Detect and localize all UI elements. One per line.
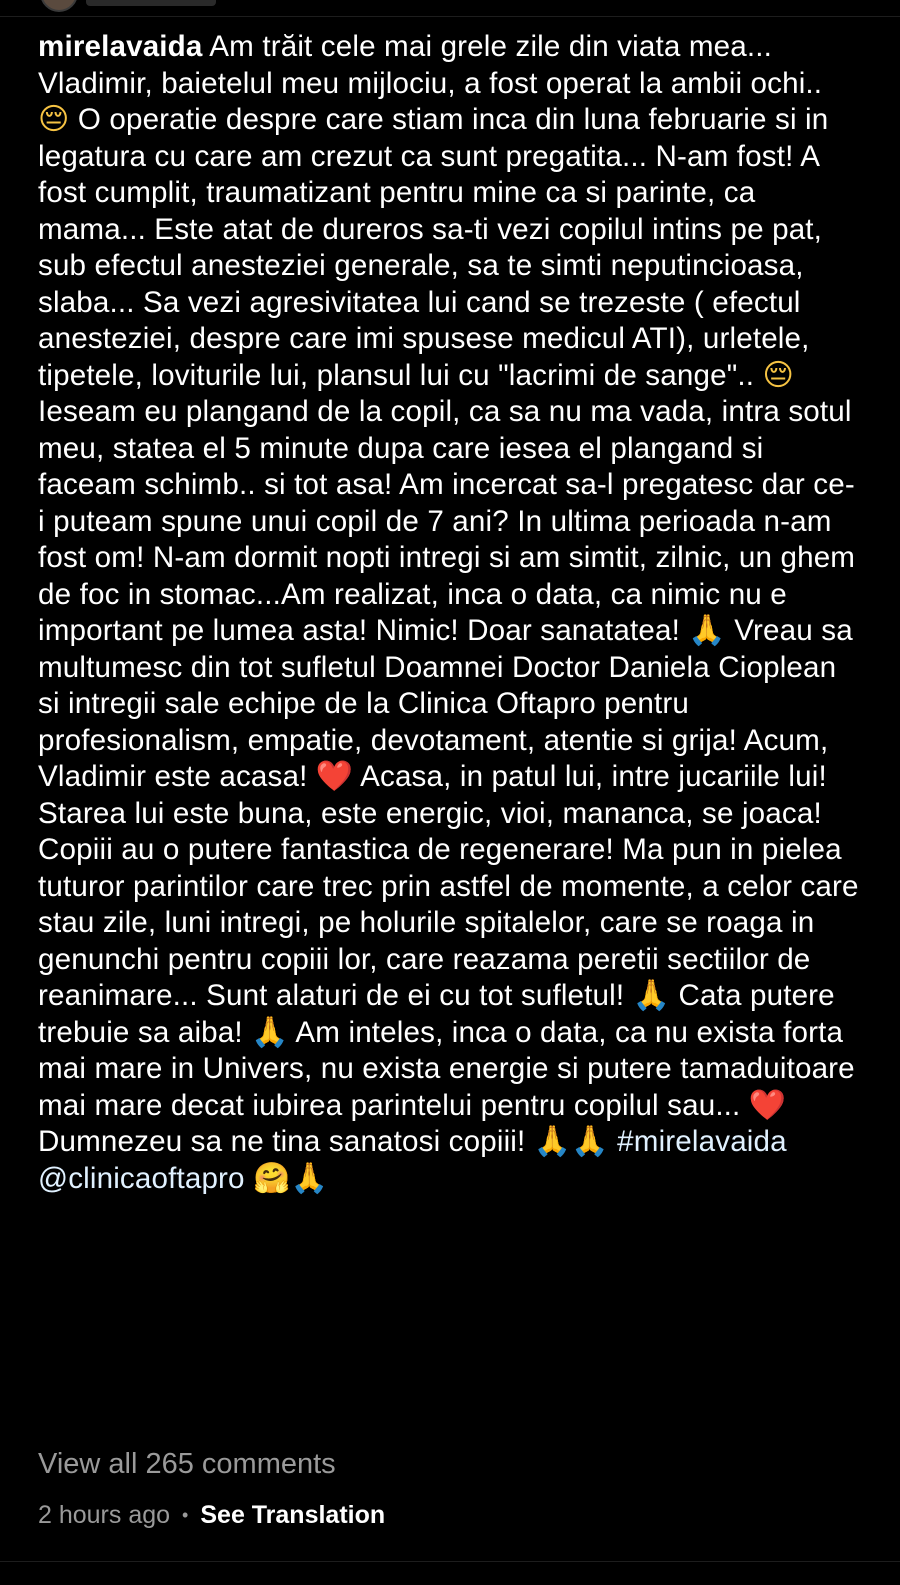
caption-text: Vreau sa multumesc din tot sufletul Doamnei Doctor Daniela Cioplean si intregii sale echipe de la Clinica Oftapro pentru profesionalism, empatie, devotament, atentie si grija! Acum, Vladimir este acasa! <box>38 614 853 793</box>
previous-post-edge <box>0 0 900 20</box>
see-translation-button[interactable]: See Translation <box>200 1501 386 1529</box>
caption-text: Ieseam eu plangand de la copil, ca sa nu ma vada, intra sotul meu, statea el 5 minute dupa care iesea el plangand si faceam schimb.. si tot asa! Am incercat sa-l pregatesc dar ce-i puteam spune unui copil de 7 ani? In ultima perioada n-am fost om! N-am dormit nopti intregi si am simtit, zilnic, un ghem de foc in stomac...Am realizat, inca o data, ca nimic nu e important pe lumea asta! Nimic! Doar sanatatea! <box>38 395 856 647</box>
caption-text: Acasa, in patul lui, intre jucariile lui! Starea lui este buna, este energic, vioi, mananca, se joaca! Copiii au o putere fantastica de regenerare! Ma pun in pielea tuturor parintilor care trec prin astfel de momente, a celor care stau zile, luni intregi, pe holurile spitalelor, care se roaga in genunchi pentru copiii lor, care reazama peretii sectiilor de reanimare... Sunt alaturi de ei cu tot sufletul! <box>38 760 859 1012</box>
red-heart-emoji: ❤️ <box>748 1087 787 1123</box>
post-caption <box>38 29 860 1197</box>
post-username[interactable]: mirelavaida <box>38 30 203 63</box>
pensive-face-emoji: 😔 <box>38 102 70 137</box>
red-heart-emoji: ❤️ <box>315 759 354 794</box>
caption-text: O operatie despre care stiam inca din luna februarie si in legatura cu care am crezut ca sunt pregatita... N-am fost! A fost cumplit, traumatizant pentru mine ca si parinte, ca mama... Este atat de dureros sa-ti vezi copilul intins pe pat, sub efectul anesteziei generale, sa te simti neputincioasa, slaba... Sa vezi agresivitatea lui cand se trezeste ( efectul anesteziei, despre care imi spusese medicul ATI), urletele, tipetele, loviturile lui, plansul lui cu "lacrimi de sange".. <box>38 103 829 392</box>
post-timestamp: 2 hours ago <box>38 1501 171 1529</box>
folded-hands-emoji: 🙏 <box>251 1014 289 1050</box>
caption-body <box>38 30 859 1195</box>
folded-hands-emoji: 🙏 <box>688 613 726 648</box>
view-all-comments-link[interactable]: View all 265 comments <box>38 1448 336 1480</box>
caption-text: Am inteles, inca o data, ca nu exista forta mai mare in Univers, nu exista energie si putere tamaduitoare mai mare decat iubirea parintelui pentru copilul sau... <box>38 1015 855 1122</box>
caption-text: Cata putere trebuie sa aiba! <box>38 979 835 1049</box>
caption-text: Am trăit cele mai grele zile din viata mea... Vladimir, baietelul meu mijlociu, a fost operat la ambii ochi.. <box>38 30 823 100</box>
folded-hands-emoji: 🙏 <box>632 978 671 1013</box>
divider <box>0 1561 900 1562</box>
mention-link[interactable]: @clinicaoftapro <box>38 1161 245 1195</box>
divider <box>0 16 900 17</box>
separator-dot: • <box>182 1505 189 1525</box>
avatar[interactable] <box>40 0 78 12</box>
post-meta-row <box>38 1501 385 1530</box>
hugging-face-emoji: 🤗🙏 <box>253 1160 329 1196</box>
username-header-sliver <box>86 0 216 6</box>
pensive-face-emoji: 😔 <box>762 357 794 393</box>
caption-text: Dumnezeu sa ne tina sanatosi copiii! <box>38 1125 526 1158</box>
hashtag-link[interactable]: #mirelavaida <box>617 1125 787 1158</box>
folded-hands-emoji: 🙏🙏 <box>533 1124 609 1159</box>
